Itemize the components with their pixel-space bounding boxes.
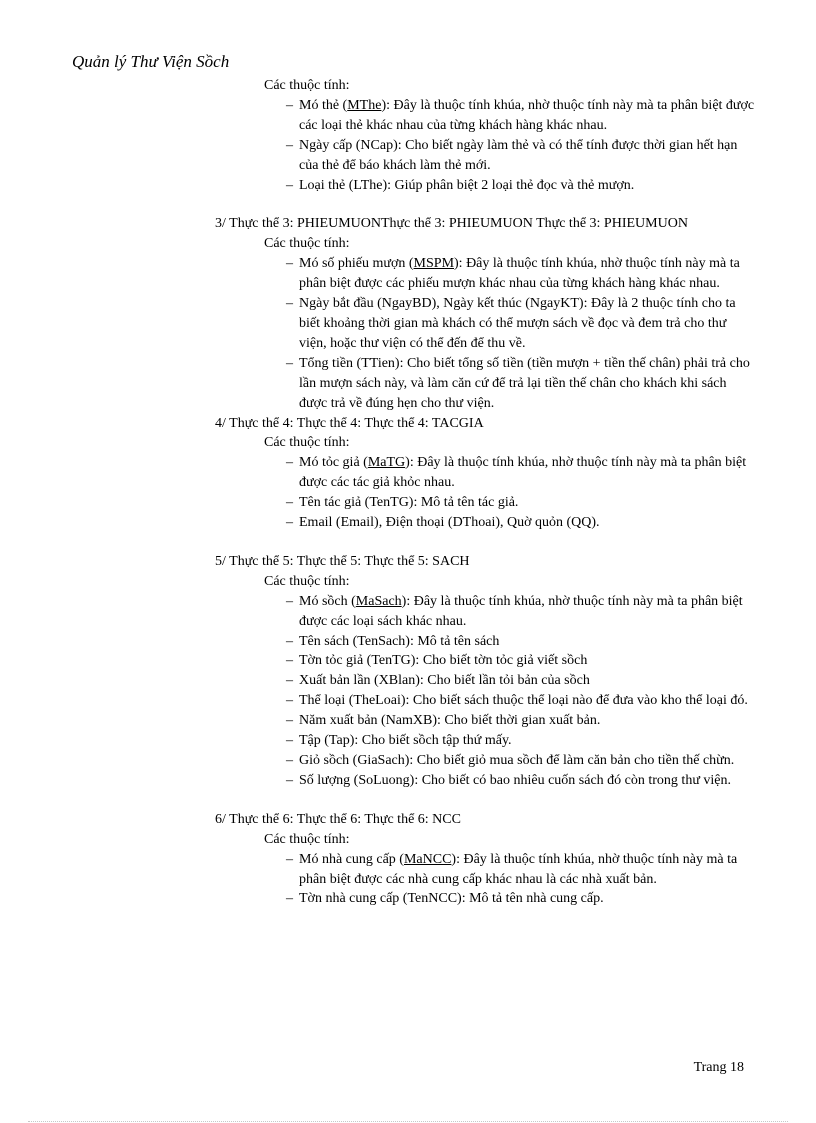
attribute-item: – Mó tỏc giả (MaTG): Đây là thuộc tính khúa, nhờ thuộc tính này mà ta phân biệt được các tác giả khỏc nhau. bbox=[286, 455, 747, 491]
dash-bullet-icon: – bbox=[286, 713, 293, 729]
attribute-item: – Ngày cấp (NCap): Cho biết ngày làm thẻ và có thể tính được thời gian hết hạn của thẻ để báo khách làm thẻ mới. bbox=[286, 137, 738, 173]
attribute-item: – Email (Email), Điện thoại (DThoai), Quờ quỏn (QQ). bbox=[299, 513, 755, 533]
attribute-item: – Xuất bản lần (XBlan): Cho biết lần tỏi bản của sồch bbox=[299, 671, 755, 691]
section-title-phieumuon: 3/ Thực thể 3: PHIEUMUONThực thể 3: PHIEUMUON Thực thể 3: PHIEUMUON bbox=[215, 216, 688, 232]
attribute-item: – Tên sách (TenSach): Mô tả tên sách bbox=[299, 632, 755, 652]
dash-bullet-icon: – bbox=[286, 97, 293, 113]
dash-bullet-icon: – bbox=[286, 495, 293, 511]
attribute-item: – Giỏ sồch (GiaSach): Cho biết giỏ mua sồch để làm căn bản cho tiền thế chừn. bbox=[299, 751, 755, 771]
dash-bullet-icon: – bbox=[286, 455, 293, 471]
dash-bullet-icon: – bbox=[286, 177, 293, 193]
attribute-item: – Thể loại (TheLoai): Cho biết sách thuộc thể loại nào để đưa vào kho thể loại đó. bbox=[299, 691, 755, 711]
dash-bullet-icon: – bbox=[286, 296, 293, 312]
attribute-item: – Mó thẻ (MThe): Đây là thuộc tính khúa, nhờ thuộc tính này mà ta phân biệt được các loại thẻ khác nhau của từng khách hàng khác nhau. bbox=[286, 97, 755, 133]
page-number: Trang 18 bbox=[693, 1060, 744, 1075]
attribute-list-phieumuon bbox=[215, 254, 755, 413]
dash-bullet-icon: – bbox=[286, 733, 293, 749]
document-body bbox=[215, 76, 755, 909]
attribute-item: – Ngày bắt đầu (NgayBD), Ngày kết thúc (NgayKT): Đây là 2 thuộc tính cho ta biết khoảng thời gian mà khách có thể mượn sách về đọc và đem trả cho thư viện, hoặc thư viện có thể đến để thu về. bbox=[286, 296, 736, 351]
dash-bullet-icon: – bbox=[286, 851, 293, 867]
attributes-label: Các thuộc tính: bbox=[264, 78, 350, 93]
primary-key-code: MaSach bbox=[355, 593, 402, 609]
attribute-item: – Tờn nhà cung cấp (TenNCC): Mô tả tên nhà cung cấp. bbox=[299, 889, 755, 909]
dash-bullet-icon: – bbox=[286, 515, 293, 531]
primary-key-code: MaTG bbox=[367, 455, 406, 471]
attribute-item: – Tờn tỏc giả (TenTG): Cho biết tờn tỏc giả viết sồch bbox=[299, 651, 755, 671]
attributes-label: Các thuộc tính: bbox=[264, 236, 350, 252]
primary-key-code: MSPM bbox=[413, 256, 455, 272]
dash-bullet-icon: – bbox=[286, 256, 293, 272]
attribute-list-sach bbox=[215, 592, 755, 791]
attribute-item: – Tổng tiền (TTien): Cho biết tổng số tiền (tiền mượn + tiền thế chân) phải trả cho lần mượn sách này, và làm căn cứ để trả lại tiền thế chân cho khách khi sách được trả về đúng hẹn cho thư viện. bbox=[286, 355, 750, 411]
dash-bullet-icon: – bbox=[286, 593, 293, 609]
attributes-label: Các thuộc tính: bbox=[264, 831, 350, 847]
attributes-label: Các thuộc tính: bbox=[264, 435, 350, 451]
attribute-item: – Mó sồch (MaSach): Đây là thuộc tính khúa, nhờ thuộc tính này mà ta phân biệt được các loại sách khác nhau. bbox=[286, 593, 743, 629]
dash-bullet-icon: – bbox=[286, 355, 293, 371]
primary-key-code: MThe bbox=[347, 97, 382, 113]
dash-bullet-icon: – bbox=[286, 673, 293, 689]
attribute-item: – Mó số phiếu mượn (MSPM): Đây là thuộc tính khúa, nhờ thuộc tính này mà ta phân biệt được các phiếu mượn khác nhau của từng khách hàng khác nhau. bbox=[286, 256, 740, 292]
attribute-list-ncc bbox=[215, 850, 755, 910]
dash-bullet-icon: – bbox=[286, 772, 293, 788]
attribute-item: – Số lượng (SoLuong): Cho biết có bao nhiêu cuốn sách đó còn trong thư viện. bbox=[299, 771, 755, 791]
attribute-item: – Loại thẻ (LThe): Giúp phân biệt 2 loại thẻ đọc và thẻ mượn. bbox=[299, 176, 755, 196]
attributes-label: Các thuộc tính: bbox=[264, 573, 350, 589]
dash-bullet-icon: – bbox=[286, 137, 293, 153]
attribute-item: – Tập (Tap): Cho biết sồch tập thứ mấy. bbox=[299, 731, 755, 751]
attribute-list-the bbox=[215, 96, 755, 196]
section-title-ncc: 6/ Thực thể 6: Thực thể 6: Thực thể 6: NCC bbox=[215, 811, 461, 827]
dash-bullet-icon: – bbox=[286, 753, 293, 768]
attribute-item: – Năm xuất bản (NamXB): Cho biết thời gian xuất bản. bbox=[299, 711, 755, 731]
attribute-item: – Tên tác giả (TenTG): Mô tả tên tác giả. bbox=[299, 493, 755, 513]
dash-bullet-icon: – bbox=[286, 693, 293, 709]
document-header-title: Quản lý Thư Viện Sồch bbox=[72, 52, 230, 71]
dash-bullet-icon: – bbox=[286, 891, 293, 907]
dash-bullet-icon: – bbox=[286, 633, 293, 649]
primary-key-code: MaNCC bbox=[403, 851, 452, 867]
attribute-list-tacgia bbox=[215, 453, 755, 533]
dash-bullet-icon: – bbox=[286, 653, 293, 669]
page-bottom-divider bbox=[28, 1121, 788, 1122]
attribute-item: – Mó nhà cung cấp (MaNCC): Đây là thuộc tính khúa, nhờ thuộc tính này mà ta phân biệt được các nhà cung cấp khác nhau là các nhà xuất bản. bbox=[286, 851, 738, 887]
section-title-tacgia: 4/ Thực thể 4: Thực thể 4: Thực thể 4: TACGIA bbox=[215, 415, 484, 431]
section-title-sach: 5/ Thực thể 5: Thực thể 5: Thực thể 5: SACH bbox=[215, 553, 470, 569]
